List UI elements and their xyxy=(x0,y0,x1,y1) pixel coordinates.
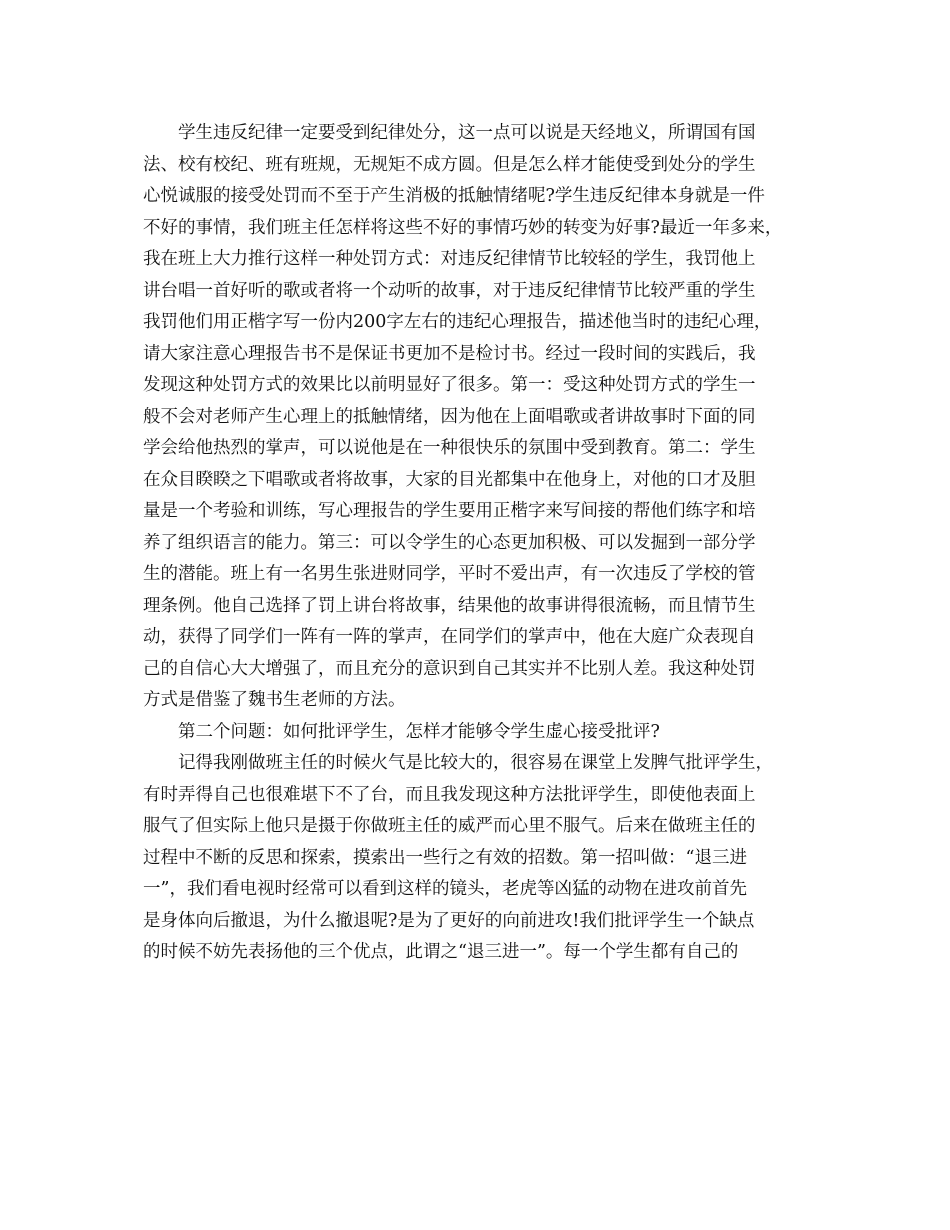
text-line: 学生违反纪律一定要受到纪律处分，这一点可以说是天经地义，所谓国有国 xyxy=(178,123,756,143)
text-line: 我罚他们用正楷字写一份内200字左右的违纪心理报告，描述他当时的违纪心理， xyxy=(143,312,772,332)
text-line: 心悦诚服的接受处罚而不至于产生消极的抵触情绪呢?学生违反纪律本身就是一件 xyxy=(143,186,765,206)
text-line: 我在班上大力推行这样一种处罚方式：对违反纪律情节比较轻的学生，我罚他上 xyxy=(143,249,756,269)
text-line: 的时候不妨先表扬他的三个优点，此谓之“退三进一”。每一个学生都有自己的 xyxy=(143,942,739,962)
text-line: 过程中不断的反思和探索，摸索出一些行之有效的招数。第一招叫做：“退三进 xyxy=(143,847,747,868)
text-line: 生的潜能。班上有一名男生张进财同学，平时不爱出声，有一次违反了学校的管 xyxy=(143,564,756,584)
text-line: 量是一个考验和训练，写心理报告的学生要用正楷字来写间接的帮他们练字和培 xyxy=(143,501,756,521)
text-line: 讲台唱一首好听的歌或者将一个动听的故事，对于违反纪律情节比较严重的学生 xyxy=(143,280,756,301)
text-line: 学会给他热烈的掌声，可以说他是在一种很快乐的氛围中受到教育。第二：学生 xyxy=(143,438,756,458)
text-line: 一”，我们看电视时经常可以看到这样的镜头，老虎等凶猛的动物在进攻前首先 xyxy=(143,879,747,899)
text-line: 养了组织语言的能力。第三：可以令学生的心态更加积极、可以发掘到一部分学 xyxy=(143,532,756,553)
text-line: 不好的事情，我们班主任怎样将这些不好的事情巧妙的转变为好事?最近一年多来， xyxy=(143,217,783,238)
text-line: 理条例。他自己选择了罚上讲台将故事，结果他的故事讲得很流畅，而且情节生 xyxy=(143,595,756,616)
text-line: 动，获得了同学们一阵有一阵的掌声，在同学们的掌声中，他在大庭广众表现自 xyxy=(143,627,756,647)
text-line: 方式是借鉴了魏书生老师的方法。 xyxy=(143,690,406,710)
paragraph xyxy=(143,118,807,717)
document-body xyxy=(143,118,807,969)
paragraph xyxy=(143,717,807,749)
text-line: 第二个问题：如何批评学生，怎样才能够令学生虚心接受批评? xyxy=(178,721,660,742)
text-line: 记得我刚做班主任的时候火气是比较大的，很容易在课堂上发脾气批评学生， xyxy=(178,753,773,773)
text-line: 法、校有校纪、班有班规，无规矩不成方圆。但是怎么样才能使受到处分的学生 xyxy=(143,154,756,175)
paragraph xyxy=(143,748,807,969)
text-line: 在众目睽睽之下唱歌或者将故事，大家的目光都集中在他身上，对他的口才及胆 xyxy=(143,469,756,490)
text-line: 己的自信心大大增强了，而且充分的意识到自己其实并不比别人差。我这种处罚 xyxy=(143,658,756,679)
text-line: 服气了但实际上他只是摄于你做班主任的威严而心里不服气。后来在做班主任的 xyxy=(143,816,756,836)
text-line: 请大家注意心理报告书不是保证书更加不是检讨书。经过一段时间的实践后，我 xyxy=(143,343,756,364)
text-line: 是身体向后撤退，为什么撤退呢?是为了更好的向前进攻!我们批评学生一个缺点 xyxy=(143,910,755,931)
text-line: 发现这种处罚方式的效果比以前明显好了很多。第一：受这种处罚方式的学生一 xyxy=(143,375,756,395)
text-line: 有时弄得自己也很难堪下不了台，而且我发现这种方法批评学生，即使他表面上 xyxy=(143,784,756,805)
text-line: 般不会对老师产生心理上的抵触情绪，因为他在上面唱歌或者讲故事时下面的同 xyxy=(143,406,756,427)
